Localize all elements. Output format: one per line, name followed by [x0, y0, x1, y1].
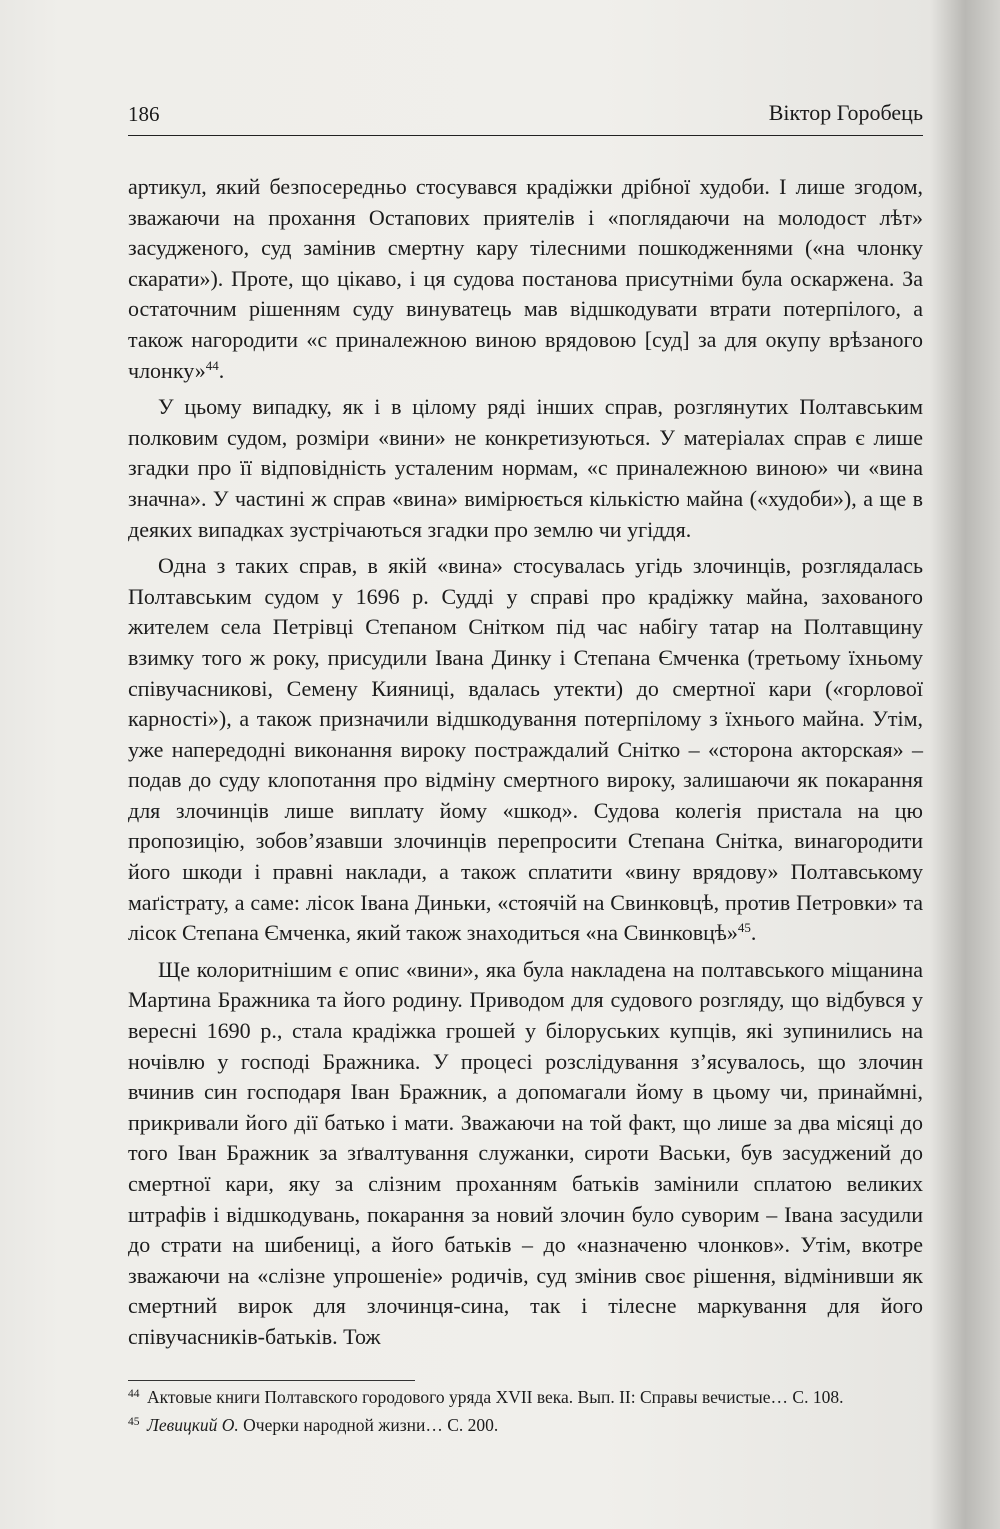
footnote-ref: 44	[205, 357, 219, 373]
footnote: 44 Актовые книги Полтавского городового уряда XVII века. Вып. II: Справы вечистые… С. 108.	[128, 1387, 844, 1407]
footnote-divider	[128, 1380, 415, 1381]
footnote-text: Актовые книги Полтавского городового уряда XVII века. Вып. II: Справы вечистые… С. 108.	[147, 1387, 844, 1407]
page-header	[128, 95, 923, 136]
paragraph-text: Одна з таких справ, в якій «вина» стосувалась угідь злочинців, розглядалась Полтавським судом у 1696 р. Судді у справі про крадіжку майна, захованого жителем села Петрівці Степаном Снітком під час набігу татар на Полтавщину взимку того ж року, присудили Івана Динку і Степана Ємченка (третьому їхньому співучасникові, Семену Кияниці, вдалась утекти) до смертної кари («горлової карності»), а також призначили відшкодування потерпілому з їхнього майна. Утім, уже напередодні виконання вироку постраждалий Снітко – «сторона акторская» – подав до суду клопотання про відміну смертного вироку, залишаючи як покарання для злочинців лише виплату йому «шкод». Судова колегія пристала на цю пропозицію, зобов’язавши злочинців перепросити Степана Снітка, винагородити його шкоди і правні наклади, а також сплатити «вину врядову» Полтавському маґістрату, а саме: лісок Івана Диньки, «стоячій на Свинковцѣ, против Петровки» та лісок Степана Ємченка, який також знаходиться «на Свинковцѣ»	[128, 553, 923, 946]
paragraph: артикул, який безпосередньо стосувався крадіжки дрібної худоби. І лише згодом, зважаючи на прохання Остапових приятелів і «поглядаючи на молодост лѣт» засудженого, суд замінив смертну кару тілесними пошкодженнями («на члонку скарати»). Проте, що цікаво, і ця судова постанова присутніми була оскаржена. За остаточним рішенням суду винуватець мав відшкодувати втрати потерпілого, а також нагородити «с приналежною виною врядовою [суд] за для окупу врѣзаного члонку»$^{44}$.	[128, 174, 923, 383]
paragraph	[128, 392, 923, 545]
paragraph: Одна з таких справ, в якій «вина» стосувалась угідь злочинців, розглядалась Полтавським судом у 1696 р. Судді у справі про крадіжку майна, захованого жителем села Петрівці Степаном Снітком під час набігу татар на Полтавщину взимку того ж року, присудили Івана Динку і Степана Ємченка (третьому їхньому співучасникові, Семену Кияниці, вдалась утекти) до смертної кари («горлової карності»), а також призначили відшкодування потерпілому з їхнього майна. Утім, уже напередодні виконання вироку постраждалий Снітко – «сторона акторская» – подав до суду клопотання про відміну смертного вироку, залишаючи як покарання для злочинців лише виплату йому «шкод». Судова колегія пристала на цю пропозицію, зобов’язавши злочинців перепросити Степана Снітка, винагородити його шкоди і правні наклади, а також сплатити «вину врядову» Полтавському маґістрату, а саме: лісок Івана Диньки, «стоячій на Свинковцѣ, против Петровки» та лісок Степана Ємченка, який також знаходиться «на Свинковцѣ»$^{45}$.	[128, 553, 923, 946]
paragraph	[128, 955, 923, 1353]
paragraph-text: У цьому випадку, як і в цілому ряді інших справ, розглянутих Полтавським полковим судом, розміри «вини» не конкретизуються. У матеріалах справ є лише згадки про її відповідність усталеним нормам, «с приналежною виною» чи «вина значна». У частині ж справ «вина» вимірюється кількістю майна («худоби»), а ще в деяких випадках зустрічаються згадки про землю чи угіддя.	[128, 394, 923, 542]
footnote-text: Очерки народной жизни… С. 200.	[238, 1414, 499, 1435]
footnote-ref: 45	[737, 920, 751, 936]
paragraph-text: артикул, який безпосередньо стосувався крадіжки дрібної худоби. І лише згодом, зважаючи на прохання Остапових приятелів і «поглядаючи на молодост лѣт» засудженого, суд замінив смертну кару тілесними пошкодженнями («на члонку скарати»). Проте, що цікаво, і ця судова постанова присутніми була оскаржена. За остаточним рішенням суду винуватець мав відшкодувати втрати потерпілого, а також нагородити «с приналежною виною врядовою [суд] за для окупу врѣзаного члонку»	[128, 174, 923, 383]
paragraph-text: Ще колоритнішим є опис «вини», яка була накладена на полтавського міщанина Мартина Бражника та його родину. Приводом для судового розгляду, що відбувся у вересні 1690 р., стала крадіжка грошей у білоруських купців, які зупинились на ночівлю у господі Бражника. У процесі розслідування з’ясувалось, що злочин вчинив син господаря Іван Бражник, а допомагали йому в цьому чи, принаймні, прикривали його дії батько і мати. Зважаючи на той факт, що лише за два місяці до того Іван Бражник за зґвалтування служанки, сироти Васьки, був засуджений до смертної кари, яку за слізним проханням батьків замінили сплатою великих штрафів і відшкодувань, покарання за новий злочин було суворим – Івана засудили до страти на шибениці, а його батьків – до «назначеню члонков». Утім, вкотре зважаючи на «слізне упрошеніе» родичів, суд змінив своє рішення, відмінивши як смертний вирок для злочинця-сина, так і тілесне маркування для його співучасників-батьків. Тож	[128, 956, 923, 1349]
body-text	[128, 172, 923, 1353]
running-head: Віктор Горобець	[768, 100, 923, 125]
page-number: 186	[128, 102, 160, 126]
footnote-author: Левицкий О.	[147, 1414, 239, 1435]
footnotes	[128, 1386, 923, 1441]
footnote: 45 Левицкий О. Очерки народной жизни… С. 200.	[128, 1414, 499, 1435]
